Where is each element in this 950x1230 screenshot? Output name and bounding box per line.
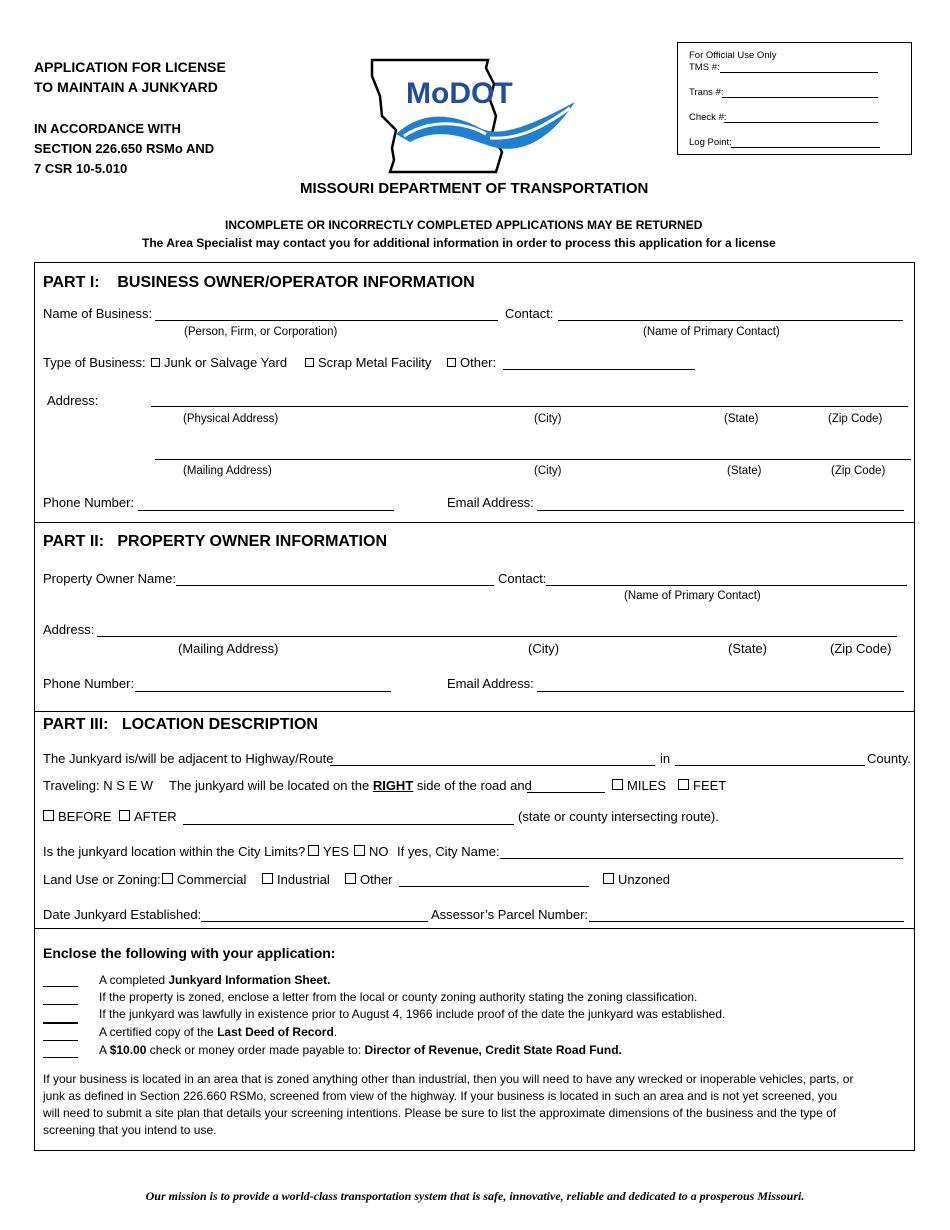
part3-title: PART III: LOCATION DESCRIPTION (43, 716, 318, 733)
intersecting-route-field[interactable] (183, 824, 514, 825)
part1-title: PART I: BUSINESS OWNER/OPERATOR INFORMATION (43, 274, 475, 291)
owner-email-field[interactable] (537, 691, 904, 692)
type-scrap-option[interactable]: Scrap Metal Facility (305, 355, 431, 371)
before-checkbox[interactable] (43, 810, 54, 821)
type-other-option[interactable]: Other: (447, 355, 496, 371)
before-option[interactable]: BEFORE (43, 809, 111, 825)
warning-text: INCOMPLETE OR INCORRECTLY COMPLETED APPLICATIONS MAY BE RETURNED (225, 218, 703, 232)
industrial-checkbox[interactable] (262, 873, 273, 884)
after-option[interactable]: AFTER (119, 809, 177, 825)
screening-para-line1: If your business is located in an area that is zoned anything other than industrial, then you will need to have any wrecked or inoperable vehicles, parts, or (43, 1072, 854, 1086)
owner-contact-label: Contact: (498, 571, 547, 586)
other-zoning-checkbox[interactable] (345, 873, 356, 884)
date-established-field[interactable] (201, 921, 428, 922)
commercial-checkbox[interactable] (162, 873, 173, 884)
mailing-zip-hint: (Zip Code) (831, 465, 886, 477)
item5-check-line[interactable] (43, 1057, 78, 1058)
yes-checkbox[interactable] (308, 845, 319, 856)
industrial-option[interactable]: Industrial (262, 872, 330, 888)
distance-field[interactable] (527, 792, 605, 793)
phone-field[interactable] (138, 510, 394, 511)
form-title-line1: APPLICATION FOR LICENSE (34, 59, 226, 75)
tms-field[interactable] (720, 72, 878, 73)
other-zoning-field[interactable] (399, 886, 589, 887)
type-junk-checkbox[interactable] (151, 358, 160, 367)
accordance-line2: SECTION 226.650 RSMo AND (34, 141, 215, 156)
check-field[interactable] (724, 122, 878, 123)
owner-email-label: Email Address: (447, 676, 534, 691)
physical-address-field[interactable] (151, 406, 908, 407)
check-label: Check #: (689, 112, 727, 123)
owner-contact-hint: (Name of Primary Contact) (624, 590, 761, 602)
official-use-title: For Official Use Only (689, 50, 777, 61)
unzoned-option[interactable]: Unzoned (603, 872, 670, 888)
city-name-field[interactable] (500, 858, 903, 859)
parcel-number-label: Assessor’s Parcel Number: (431, 907, 589, 922)
business-name-field[interactable] (155, 320, 498, 321)
owner-phone-label: Phone Number: (43, 676, 135, 691)
no-option[interactable]: NO (354, 844, 389, 860)
item1-check-line[interactable] (43, 986, 78, 987)
unzoned-checkbox[interactable] (603, 873, 614, 884)
department-name: MISSOURI DEPARTMENT OF TRANSPORTATION (300, 180, 649, 197)
email-label: Email Address: (447, 495, 534, 510)
enclose-title: Enclose the following with your application: (43, 945, 336, 961)
date-established-label: Date Junkyard Established: (43, 907, 202, 922)
city-limits-label: Is the junkyard location within the City Limits? (43, 844, 306, 859)
contact-label: Contact: (505, 306, 554, 321)
phone-label: Phone Number: (43, 495, 135, 510)
owner-address-label: Address: (43, 622, 95, 637)
screening-para-line2: junk as defined in Section 226.660 RSMo, screened from view of the highway. If your business is located in such an area and is not yet screened, you (43, 1089, 838, 1103)
owner-mailing-hint: (Mailing Address) (178, 641, 279, 656)
county-label: County. (867, 751, 911, 766)
owner-zip-hint: (Zip Code) (830, 641, 892, 656)
type-junk-option[interactable]: Junk or Salvage Yard (151, 355, 287, 371)
parcel-number-field[interactable] (589, 921, 904, 922)
zip-hint: (Zip Code) (828, 413, 883, 425)
item2-check-line[interactable] (43, 1004, 78, 1005)
miles-option[interactable]: MILES (612, 778, 666, 794)
no-checkbox[interactable] (354, 845, 365, 856)
owner-contact-field[interactable] (546, 585, 907, 586)
commercial-option[interactable]: Commercial (162, 872, 246, 888)
tms-label: TMS #: (689, 62, 720, 73)
physical-address-hint: (Physical Address) (183, 413, 279, 425)
part1-section (34, 262, 915, 523)
mailing-address-hint: (Mailing Address) (183, 465, 272, 477)
log-point-label: Log Point: (689, 137, 732, 148)
address-label: Address: (47, 393, 99, 408)
item2-text: If the property is zoned, enclose a letter from the local or county zoning authority stating the zoning classification. (99, 990, 698, 1004)
owner-name-field[interactable] (176, 585, 494, 586)
type-other-field[interactable] (503, 369, 695, 370)
log-point-field[interactable] (731, 147, 880, 148)
yes-option[interactable]: YES (308, 844, 349, 860)
trans-field[interactable] (722, 97, 878, 98)
highway-route-field[interactable] (330, 765, 655, 766)
item4-text: A certified copy of the Last Deed of Record. (99, 1025, 338, 1039)
form-title-line2: TO MAINTAIN A JUNKYARD (34, 79, 218, 95)
feet-checkbox[interactable] (678, 779, 689, 790)
type-other-checkbox[interactable] (447, 358, 456, 367)
state-hint: (State) (724, 413, 759, 425)
intersect-hint: (state or county intersecting route). (518, 809, 719, 824)
accordance-line1: IN ACCORDANCE WITH (34, 121, 181, 136)
business-type-label: Type of Business: (43, 355, 146, 370)
feet-option[interactable]: FEET (678, 778, 726, 794)
item4-check-line[interactable] (43, 1040, 78, 1041)
miles-checkbox[interactable] (612, 779, 623, 790)
accordance-line3: 7 CSR 10-5.010 (34, 161, 128, 176)
item3-text: If the junkyard was lawfully in existence prior to August 4, 1966 include proof of the date the junkyard was established. (99, 1007, 726, 1021)
county-field[interactable] (675, 765, 865, 766)
mailing-state-hint: (State) (727, 465, 762, 477)
other-zoning-option[interactable]: Other (345, 872, 393, 888)
located-text: The junkyard will be located on the RIGHT side of the road and (169, 778, 532, 793)
email-field[interactable] (537, 510, 904, 511)
adjacent-label: The Junkyard is/will be adjacent to Highway/Route (43, 751, 334, 766)
in-label: in (660, 751, 671, 766)
city-name-label: If yes, City Name: (397, 844, 500, 859)
owner-city-hint: (City) (528, 641, 560, 656)
city-hint: (City) (534, 413, 562, 425)
item5-text: A $10.00 check or money order made payable to: Director of Revenue, Credit State Road Fund. (99, 1043, 622, 1057)
traveling-label: Traveling: N S E W (43, 778, 154, 793)
mailing-city-hint: (City) (534, 465, 562, 477)
logo-text: MoDOT (406, 77, 513, 110)
notice-text: The Area Specialist may contact you for additional information in order to process this application for a license (142, 236, 776, 250)
business-name-hint: (Person, Firm, or Corporation) (184, 326, 338, 338)
mailing-address-field[interactable] (155, 459, 911, 460)
contact-hint: (Name of Primary Contact) (643, 326, 780, 338)
screening-para-line4: screening that you intend to use. (43, 1123, 217, 1137)
part2-title: PART II: PROPERTY OWNER INFORMATION (43, 533, 387, 550)
owner-name-label: Property Owner Name: (43, 571, 176, 586)
owner-state-hint: (State) (728, 641, 768, 656)
trans-label: Trans #: (689, 87, 724, 98)
item1-text: A completed Junkyard Information Sheet. (99, 973, 331, 987)
contact-field[interactable] (558, 320, 903, 321)
modot-logo (370, 56, 580, 174)
type-scrap-checkbox[interactable] (305, 358, 314, 367)
mission-statement: Our mission is to provide a world-class transportation system that is safe, innovative, reliable and dedicated to a prosperous Missouri. (145, 1189, 805, 1203)
owner-address-field[interactable] (97, 636, 897, 637)
land-use-label: Land Use or Zoning: (43, 872, 161, 887)
business-name-label: Name of Business: (43, 306, 153, 321)
owner-phone-field[interactable] (135, 691, 391, 692)
after-checkbox[interactable] (119, 810, 130, 821)
screening-para-line3: will need to submit a site plan that details your screening intentions. Please be sure to list the approximate dimensions of the business and the type of (43, 1106, 837, 1120)
item3-check-line[interactable] (43, 1022, 78, 1024)
